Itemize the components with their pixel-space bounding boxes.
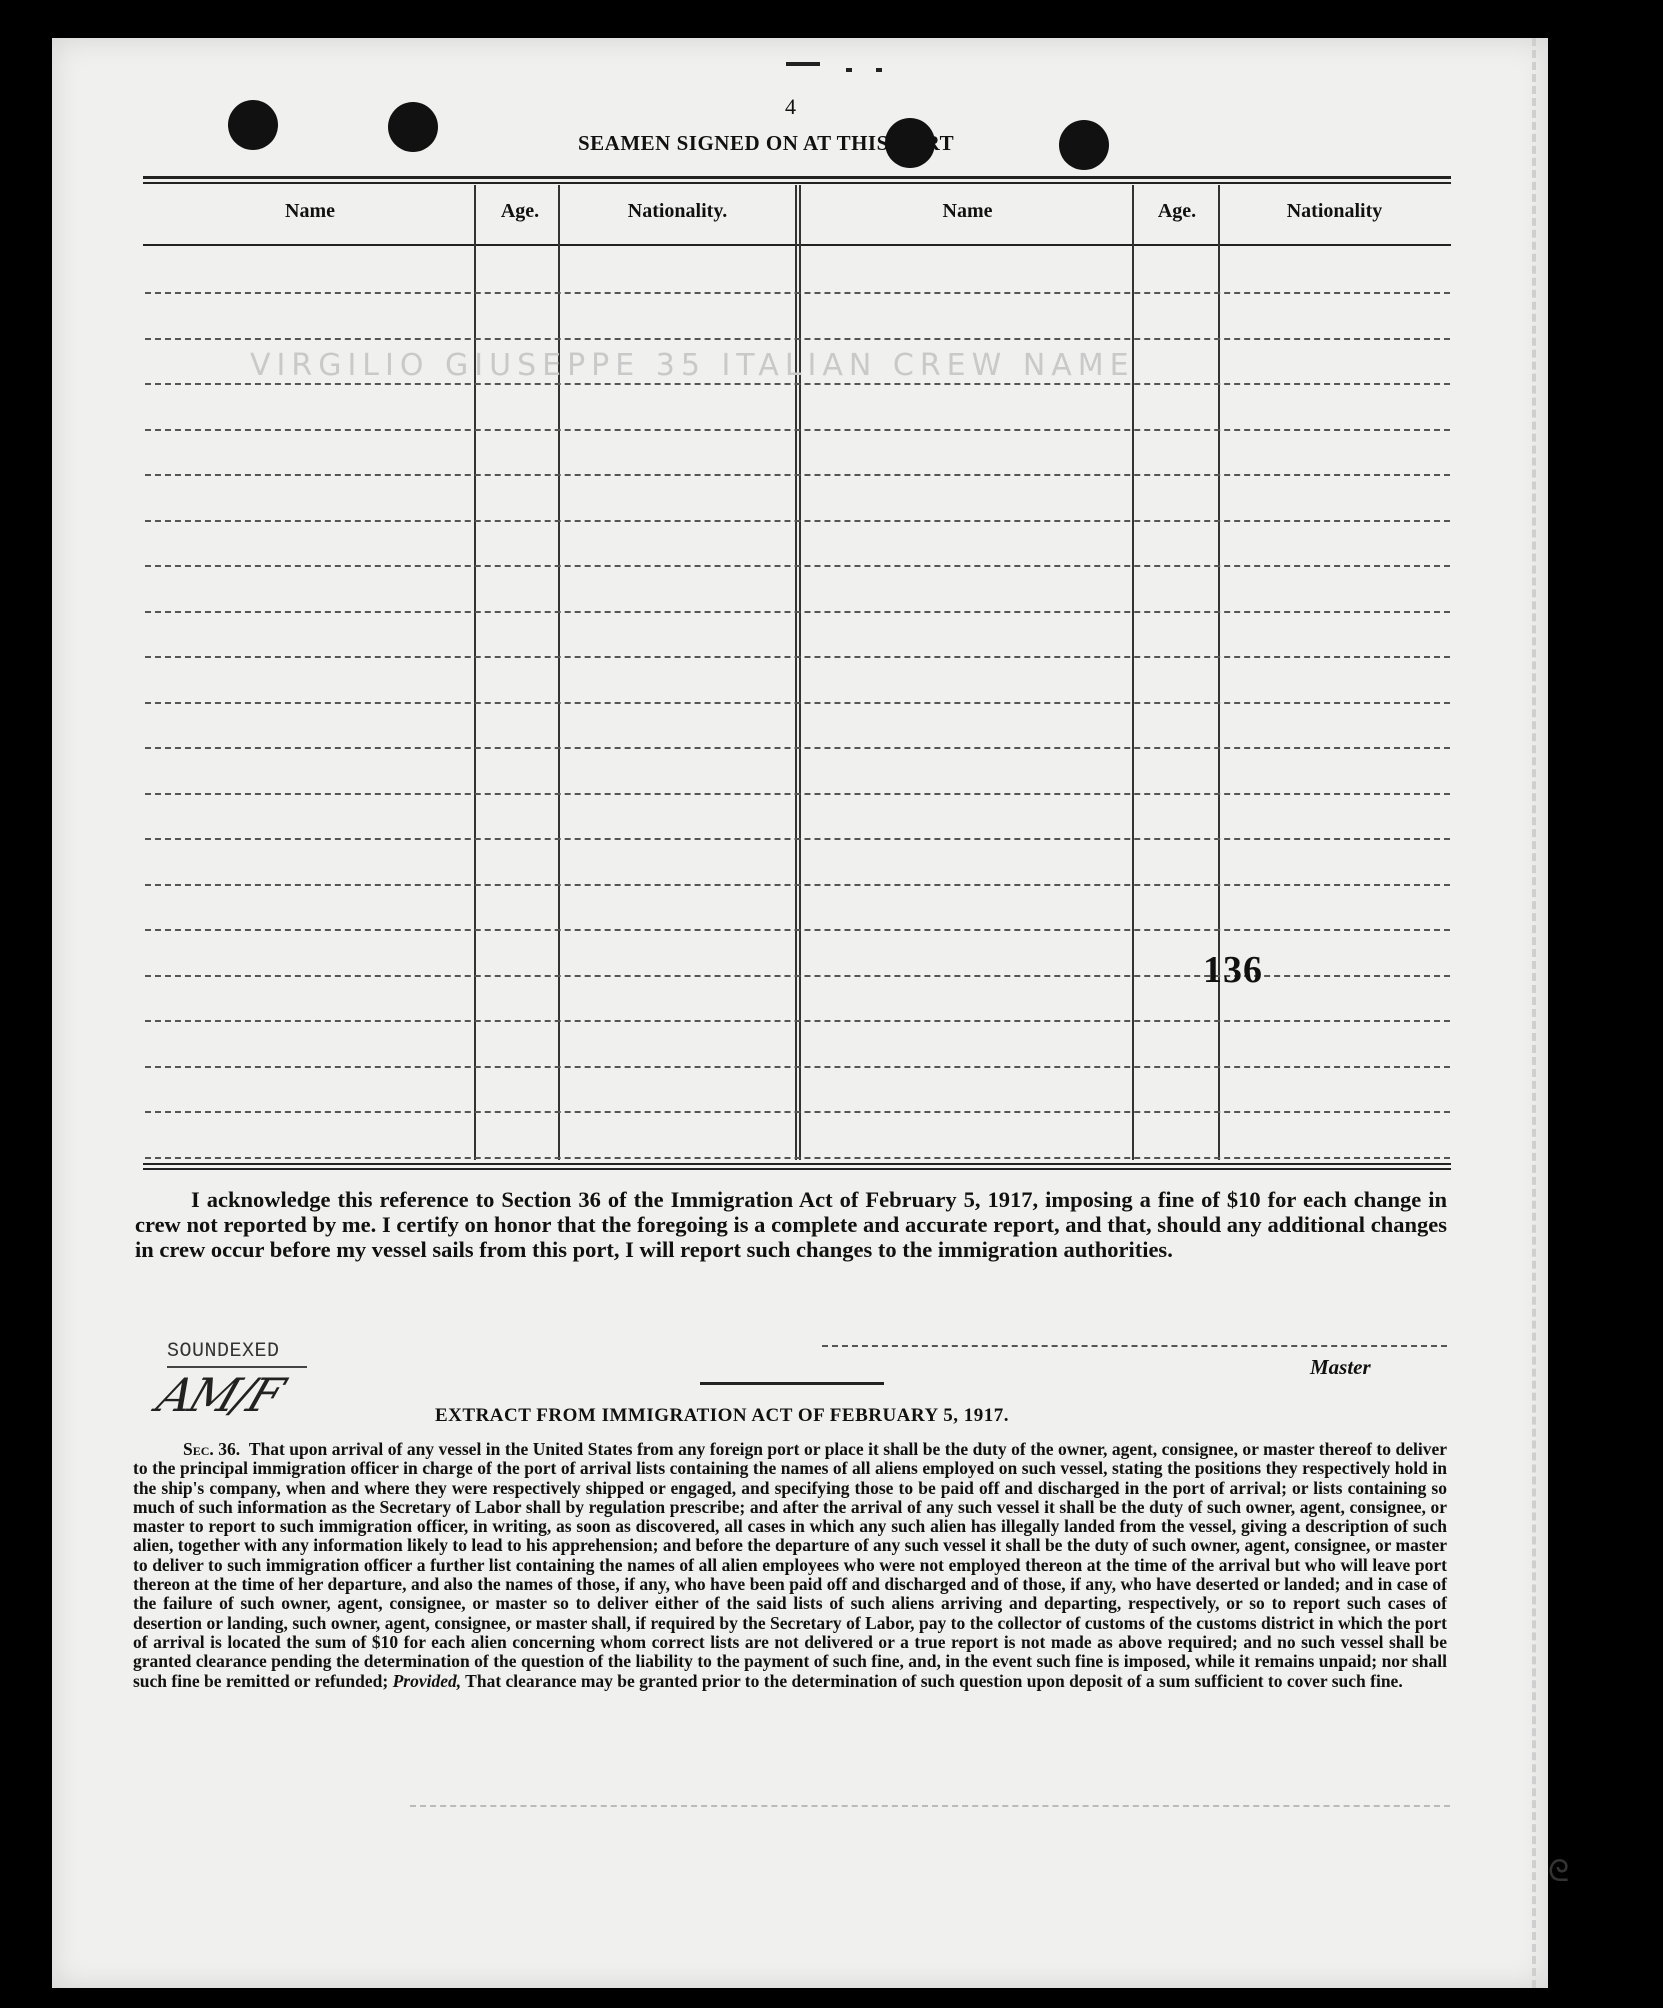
provided-word: Provided, [392, 1670, 462, 1691]
column-divider [558, 185, 560, 1160]
corner-mark: ᘓ [1548, 1855, 1570, 1888]
punch-hole [1059, 120, 1109, 170]
page-title: SEAMEN SIGNED ON AT THIS PORT [578, 131, 955, 155]
top-mark [786, 62, 820, 66]
bottom-dashed-rule [410, 1805, 1450, 1807]
punch-hole [228, 100, 278, 150]
table-row [145, 793, 1450, 795]
column-header-age-right: Age. [1157, 200, 1197, 222]
table-row [145, 474, 1450, 476]
master-signature-line [822, 1345, 1447, 1347]
table-row [145, 565, 1450, 567]
table-row [145, 929, 1450, 931]
soundexed-stamp: SOUNDEXED [167, 1340, 280, 1363]
table-row [145, 292, 1450, 294]
acknowledgement-paragraph [135, 1187, 1447, 1262]
table-row [145, 838, 1450, 840]
table-row [145, 656, 1450, 658]
table-row [145, 1066, 1450, 1068]
table-row [145, 1111, 1450, 1113]
column-header-age-left: Age. [500, 200, 540, 222]
page-number: 4 [785, 94, 796, 119]
punch-hole [388, 102, 438, 152]
table-top-rule [143, 182, 1451, 184]
table-row [145, 702, 1450, 704]
extract-text-end: That clearance may be granted prior to the determination of such question upon deposit of a sum sufficient to cover such fine. [465, 1670, 1403, 1691]
table-row [145, 383, 1450, 385]
table-row [145, 429, 1450, 431]
column-header-name-right: Name [942, 200, 993, 222]
table-bottom-rule [143, 1168, 1451, 1170]
column-divider [474, 185, 476, 1160]
top-mark [846, 68, 852, 72]
master-label: Master [1310, 1355, 1371, 1379]
extract-text-main: That upon arrival of any vessel in the United States from any foreign port or place it shall be the duty of the owner, agent, consignee, or master thereof to deliver to the principal immigration officer in charge of the port of arrival lists containing the names of all aliens employed on such vessel, stating the positions they respectively hold in the ship's company, when and where they were respectively shipped or engaged, and specifying those to be paid off and discharged in the port of arrival; or lists containing so much of such information as the Secretary of Labor shall by regulation prescribe; and after the arrival of any such vessel it shall be the duty of such owner, agent, consignee, or master to report to such immigration officer, in writing, as soon as discovered, all cases in which any such alien has illegally landed from the vessel, giving a description of such alien, together with any information likely to lead to his apprehension; and before the departure of any such vessel it shall be the duty of such owner, agent, consignee, or master to deliver to such immigration officer a further list containing the names of all alien employees who were not employed thereon at the time of the arrival but who will leave port thereon at the time of her departure, and also the names of those, if any, who have been paid off and discharged and of those, if any, who have deserted or landed; and in case of the failure of such owner, agent, consignee, or master so to deliver either of the said lists of such aliens arriving and departing, respectively, or so to report such cases of desertion or landing, such owner, agent, consignee, or master shall, if required by the Secretary of Labor, pay to the collector of customs of the customs district in which the port of arrival is located the sum of $10 for each alien concerning whom correct lists are not delivered or a true report is not made as above required; and no such vessel shall be granted clearance pending the determination of the question of the liability to the payment of such fine, and, in the event such fine is imposed, while it remains unpaid; nor shall such fine be remitted or refunded; [133, 1439, 1448, 1691]
header-rule [143, 244, 1451, 246]
faded-crew-entry: VIRGILIO GIUSEPPE 35 ITALIAN CREW NAME [250, 348, 1135, 383]
handwritten-initials: AM/F [150, 1368, 290, 1422]
table-top-rule [143, 176, 1451, 179]
table-row [145, 747, 1450, 749]
table-row [145, 338, 1450, 340]
extract-paragraph [133, 1440, 1447, 1691]
column-divider [1132, 185, 1134, 1160]
column-divider [795, 185, 797, 1160]
column-header-nationality-right: Nationality [1286, 200, 1383, 222]
column-header-nationality-left: Nationality. [627, 200, 728, 222]
column-divider [799, 185, 801, 1160]
table-row [145, 1157, 1450, 1159]
top-mark [876, 68, 882, 72]
table-row [145, 884, 1450, 886]
table-bottom-rule [143, 1163, 1451, 1165]
section-label: Sec. 36. [183, 1439, 241, 1459]
section-divider [700, 1382, 884, 1385]
table-row [145, 1020, 1450, 1022]
acknowledgement-text: I acknowledge this reference to Section 36 of the Immigration Act of February 5, 1917, imposing a fine of $10 for each change in crew not reported by me. I certify on honor that the foregoing is a complete and accurate report, and that, should any additional changes in crew occur before my vessel sails from this port, I will report such changes to the immigration authorities. [135, 1187, 1447, 1262]
column-divider [1218, 185, 1220, 1160]
stamp-number: 136 [1203, 949, 1263, 991]
table-row [145, 611, 1450, 613]
extract-title: EXTRACT FROM IMMIGRATION ACT OF FEBRUARY 5, 1917. [435, 1405, 1009, 1426]
column-header-name-left: Name [285, 200, 335, 222]
table-row [145, 520, 1450, 522]
